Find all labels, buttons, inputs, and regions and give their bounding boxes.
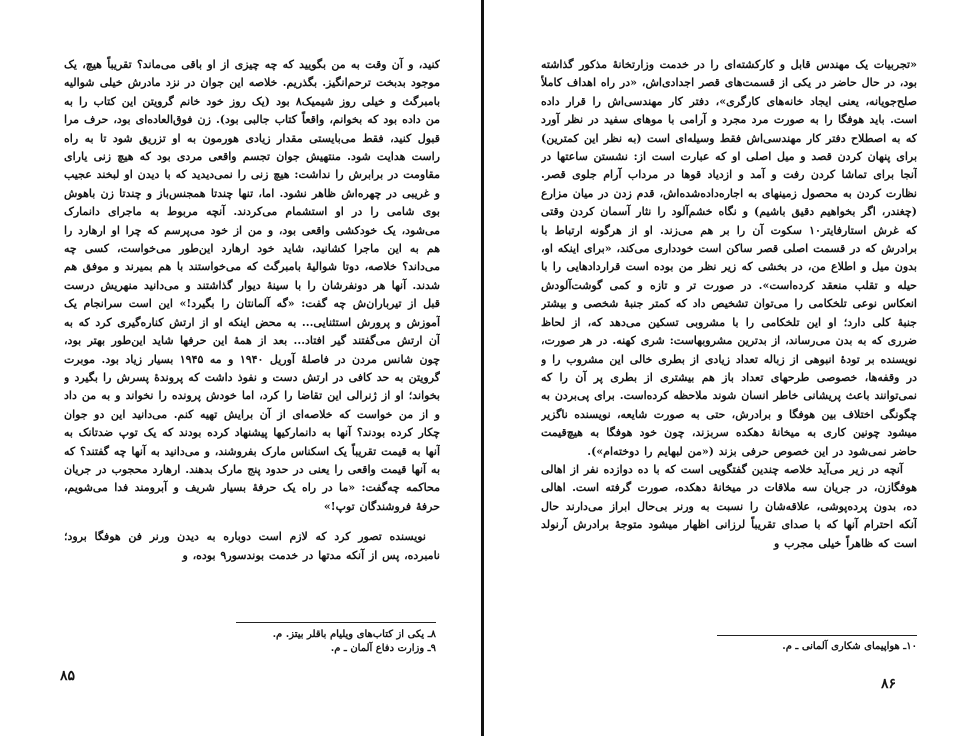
right-page <box>484 0 965 736</box>
footnote-10: ۱۰ـ هواپیمای شکاری آلمانی ـ م. <box>782 641 917 652</box>
footnote-9: ۹ـ وزارت دفاع آلمان ـ م. <box>330 643 436 654</box>
right-paragraph-2: آنچه در زیر می‌آید خلاصه چندین گفتگویی است که با ده دوازده نفر از اهالی هوفگازن، در جریان سه ملاقات در میخانهٔ دهکده، صورت گرفته است. اهالی ده، بدون پرده‌پوشی، علاقه‌شان را نسبت به ورنر بی‌حال ابراز می‌دارند حال آنکه احترام آنها که با صدای تقریباً لرزانی اظهار میشود متوجهٔ برادرش آرنولد است که ظاهراً خیلی مجرب و <box>541 462 917 550</box>
left-body-text <box>64 56 440 596</box>
right-footnotes <box>541 640 917 654</box>
footnote-8: ۸ـ یکی از کتاب‌های ویلیام باقلر بیتز. م. <box>272 629 436 640</box>
left-page <box>0 0 482 736</box>
left-paragraph-2: نویسنده تصور کرد که لازم است دوباره به دیدن ورنر فن هوفگا برود؛ نامبرده، پس از آنکه مدتها در خدمت بوندسور۹ بوده، و <box>64 530 440 562</box>
right-footnote-rule <box>717 635 917 636</box>
left-page-number: ۸۵ <box>60 668 76 684</box>
left-footnotes <box>64 628 436 656</box>
right-body-text <box>541 56 917 636</box>
right-paragraph-1: «تجربیات یک مهندس قابل و کارکشته‌ای را در خدمت وزارتخانهٔ مذکور گذاشته بود، در حال حاضر در یکی از قسمت‌های قصر اجدادی‌اش، «در راه اهداف کاملاً صلح‌جویانه، یعنی ایجاد خانه‌های کارگری»، دفتر کار مهندسی‌اش را قرار داده است. باید هوفگا را به صورت مرد مجرد و آرامی با موهای سفید در نظر آورد که به اصطلاح دفتر کار مهندسی‌اش فقط وسیله‌ای است (به نظر این کمترین) برای پنهان کردن قصد و میل اصلی او که عبارت است از: نشستن ساعتها در آنجا برای تماشا کردن رفت و آمد و ازدیاد قوها در مرداب آرام جلوی قصر. نظارت کردن به محصول زمینهای به اجاره‌داده‌شده‌اش، قدم زدن در میان مزارع (چغندر، اگر بخواهیم دقیق باشیم) و نگاه خشم‌آلود را نثار آسمان کردن وقتی که غرش استارفایتر۱۰ سکوت آن را بر هم می‌زند. او از هرگونه ارتباط با برادرش که در قسمت اصلی قصر ساکن است خودداری می‌کند، «برای اینکه او، بدون میل و اطلاع من، در بخشی که زیر نظر من بوده است قراردادهایی را با حیله و تقلب منعقد کرده‌است». در صورت تر و تازه و کمی گوشت‌آلودش انعکاس نوعی تلخکامی را می‌توان تشخیص داد که کمتر جنبهٔ شخصی و بیشتر جنبهٔ کلی دارد؛ او این تلخکامی را با مشروبی تسکین می‌دهد که، از لحاظ ضرری که به بدن می‌رساند، از بدترین مشروبهاست: شری کهنه. در هر صورت، نویسنده بر تودهٔ انبوهی از زباله تعداد زیادی از بطری خالی این مشروب را و در وقفه‌ها، خصوصی طرحهای تعداد باز هم بیشتری از بطری پر آن را که نمی‌توانند باعث پریشانی خاطر انسان شوند ملاحظه کرده‌است. برای پی‌بردن به چگونگی اختلاف بین هوفگا و برادرش، حتی به صورت شایعه، نویسنده ناگزیر میشود چونین کاری به میخانهٔ دهکده سربزند، چون خود هوفگا به هیچ‌قیمت حاضر نمی‌شود در این خصوص حرفی بزند («من لبهایم را دوخته‌ام»). <box>541 58 917 458</box>
left-paragraph-1: کنید، و آن وقت به من بگویید که چه چیزی از او باقی می‌ماند؟ تقریباً هیچ، یک موجود بدبخت ترحم‌انگیز. بگذریم. خلاصه این جوان در نزد مادرش خیلی شوالیه بامبرگث و خیلی روز شیمیک۸ بود (یک روز خود خانم گرویتن این کتاب را به من داده بود که بخوانم، واقعاً کتاب جالبی بود). زن فوق‌العاده‌ای بود، حرف مرا قبول کنید، فقط می‌بایستی مقدار زیادی هورمون به او تزریق شود تا به راه راست هدایت شود. منتهیش جوان تجسم واقعی مردی بود که هیچ زنی یارای مقاومت در برابرش را نداشت: هیچ زنی را نمی‌دیدید که با دیدن او لبخند عجیب و غریبی در چهره‌اش ظاهر نشود. اما، تنها چندتا همجنس‌باز و چندتا زن باهوش بوی شامی را در او استشمام می‌کردند. آنچه مربوط به ماجرای دانمارک می‌شود، یک خودکشی واقعی بود، و من از خود می‌پرسم که چرا او ارهارد را هم به این ماجرا کشانید، شاید خود ارهارد این‌طور می‌خواست، کسی چه می‌داند؟ خلاصه، دوتا شوالیهٔ بامبرگث که می‌خواستند با هم بمیرند و موفق هم شدند. آنها هر دونفرشان را با سینهٔ دیوار گذاشتند و می‌دانید منهریش درست قبل از تیرباران‌ش چه گفت: «گه آلمانتان را بگیرد!» این است سرانجام یک آموزش و پرورش استثنایی... به محض اینکه او از ارتش کناره‌گیری کرد که به آن ارتش می‌گفتند گیر افتاد... بعد از همهٔ این حرفها شاید این‌طور بهتر بود، چون شانس مردن در فاصلهٔ آوریل ۱۹۴۰ و مه ۱۹۴۵ بسیار زیاد بود. موبرت گرویتن به حد کافی در ارتش دست و نفوذ داشت که پروندهٔ پسرش را بگیرد و بخواند؛ او از ژنرالی این تقاضا را کرد، اما خودش پرونده را نخواند و به من داد و از من خواست که خلاصه‌ای از آن برایش تهیه کنم. می‌دانید این دو جوان چکار کرده بودند؟ آنها به دانمارکیها پیشنهاد کرده بودند که یک توپ ضدتانک به آنها به قیمت تقریباً یک اسکناس مارک بفروشند، و می‌دانید به آنها چه گفتند؟ که به آنها قیمت واقعی را یعنی در حدود پنج مارک بدهند. ارهارد محجوب در جریان محاکمه چه‌گفت: «ما در راه یک حرفهٔ بسیار شریف و آبرومند فدا می‌شویم، حرفهٔ فروشندگان توپ!» <box>64 58 440 513</box>
right-page-number: ۸۶ <box>881 676 897 692</box>
left-footnote-rule <box>236 622 436 623</box>
